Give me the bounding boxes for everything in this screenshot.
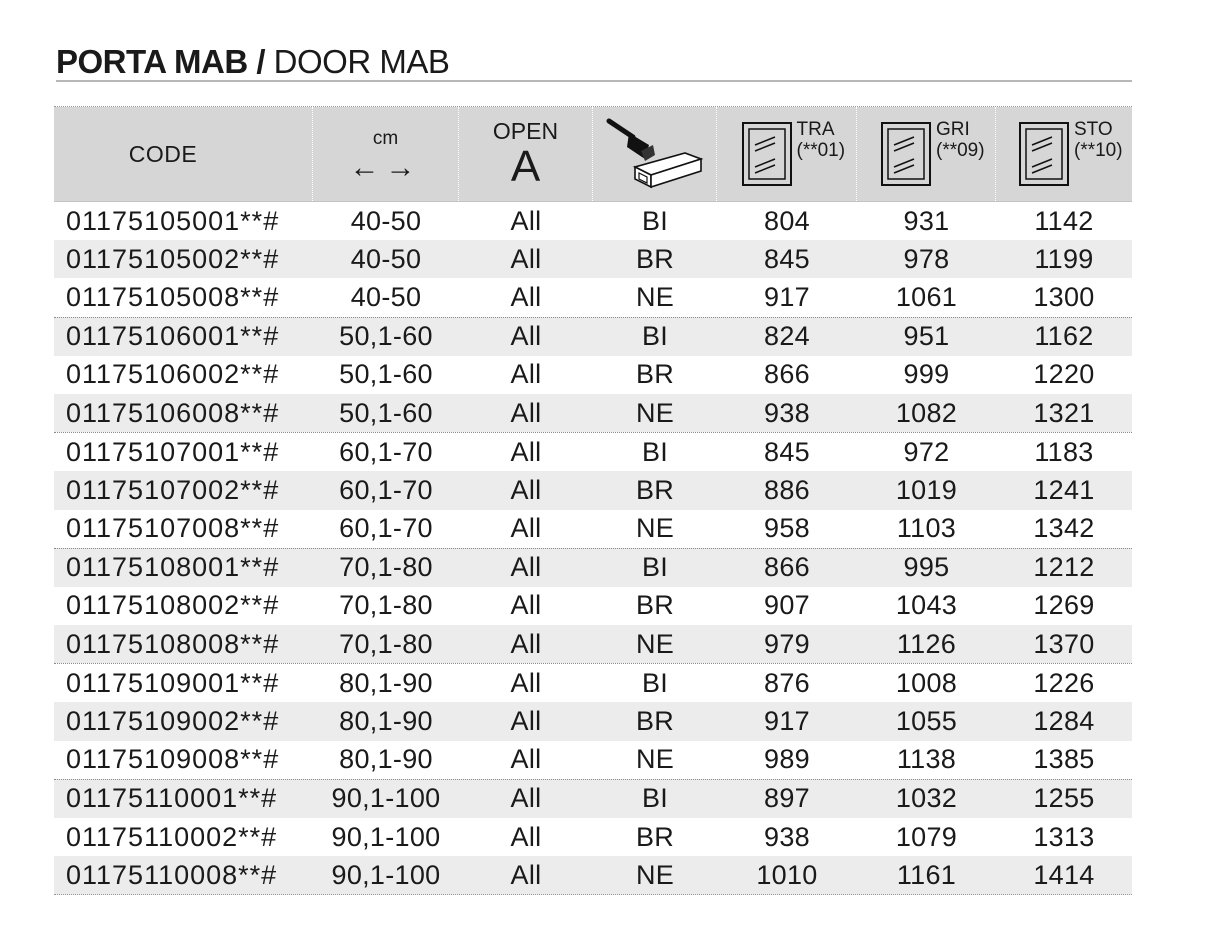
cell-sto: 1220 (1033, 359, 1095, 390)
table-body (54, 202, 1132, 895)
cell-finish: BI (641, 552, 669, 583)
cell-sto: 1162 (1034, 321, 1094, 352)
cell-open: All (510, 281, 542, 312)
header-open-value: A (510, 142, 541, 191)
cell-gri: 1061 (895, 281, 958, 312)
cell-gri: 995 (903, 552, 950, 583)
glass-panel-icon (880, 121, 932, 187)
table-row (54, 741, 1132, 779)
cell-finish: BR (635, 821, 675, 852)
cell-sto: 1212 (1033, 552, 1095, 583)
cell-open: All (510, 821, 542, 852)
cell-gri: 1138 (896, 744, 957, 775)
cell-finish: NE (635, 628, 675, 659)
cell-finish: BI (641, 436, 669, 467)
cell-tra: 907 (764, 590, 810, 621)
cell-code: 01175107008**# (66, 513, 280, 544)
cell-open: All (510, 552, 542, 583)
width-arrows-icon: ←→ (349, 151, 422, 184)
cell-sto: 1199 (1034, 243, 1094, 274)
cell-size: 70,1-80 (339, 628, 433, 659)
cell-open: All (510, 397, 542, 428)
cell-size: 90,1-100 (331, 783, 441, 814)
cell-sto: 1321 (1033, 397, 1095, 428)
cell-size: 90,1-100 (331, 859, 441, 890)
cell-gri: 999 (903, 359, 950, 390)
cell-gri: 1019 (895, 474, 958, 505)
cell-sto: 1313 (1033, 821, 1095, 852)
cell-open: All (510, 590, 542, 621)
cell-gri: 951 (903, 321, 950, 352)
cell-size: 70,1-80 (339, 590, 433, 621)
cell-gri: 1126 (896, 628, 957, 659)
table-row (54, 432, 1132, 471)
cell-size: 60,1-70 (339, 436, 433, 467)
cell-open: All (510, 744, 542, 775)
cell-code: 01175106008**# (66, 397, 280, 428)
table-row (54, 278, 1132, 316)
cell-open: All (510, 436, 542, 467)
table-row (54, 548, 1132, 587)
cell-tra: 989 (764, 744, 810, 775)
cell-sto: 1284 (1033, 706, 1095, 737)
cell-tra: 804 (764, 205, 810, 236)
table-row (54, 510, 1132, 548)
header-gri (857, 107, 996, 201)
cell-finish: BI (641, 321, 669, 352)
cell-code: 01175105001**# (66, 205, 280, 236)
cell-finish: BR (635, 359, 675, 390)
table-row (54, 663, 1132, 702)
cell-finish: BR (635, 243, 675, 274)
header-tra (717, 107, 857, 201)
table-row (54, 317, 1132, 356)
cell-tra: 938 (764, 397, 810, 428)
header-code (54, 107, 313, 201)
cell-open: All (510, 667, 542, 698)
cell-size: 40-50 (350, 281, 422, 312)
cell-code: 01175110002**# (66, 821, 278, 852)
table-row (54, 587, 1132, 625)
brush-profile-icon (605, 115, 705, 193)
cell-size: 60,1-70 (339, 474, 433, 505)
cell-open: All (510, 783, 542, 814)
table-row (54, 202, 1132, 240)
cell-gri: 1055 (895, 706, 958, 737)
cell-code: 01175109002**# (66, 706, 280, 737)
cell-sto: 1241 (1033, 474, 1095, 505)
cell-code: 01175110001**# (66, 783, 278, 814)
cell-code: 01175107002**# (66, 474, 280, 505)
cell-gri: 931 (903, 205, 950, 236)
cell-sto: 1255 (1033, 783, 1095, 814)
cell-code: 01175109001**# (66, 667, 280, 698)
cell-open: All (510, 706, 542, 737)
cell-tra: 876 (764, 667, 810, 698)
title-divider (56, 80, 1132, 82)
table-row (54, 394, 1132, 432)
cell-sto: 1414 (1033, 859, 1095, 890)
cell-tra: 886 (764, 474, 810, 505)
header-open-label: OPEN (492, 118, 559, 144)
cell-size: 50,1-60 (339, 359, 433, 390)
cell-open: All (510, 859, 542, 890)
cell-open: All (510, 474, 542, 505)
cell-tra: 866 (764, 552, 810, 583)
cell-sto: 1226 (1033, 667, 1095, 698)
glass-panel-icon (1018, 121, 1070, 187)
header-open (459, 107, 593, 201)
header-gri-label: GRI (**09) (936, 119, 985, 161)
header-tra-label: TRA (**01) (796, 119, 846, 161)
cell-open: All (510, 321, 542, 352)
cell-gri: 1161 (896, 859, 957, 890)
cell-size: 50,1-60 (339, 321, 433, 352)
header-code-label: CODE (128, 140, 198, 167)
cell-gri: 1032 (895, 783, 958, 814)
cell-size: 40-50 (350, 243, 422, 274)
table-row (54, 856, 1132, 895)
cell-size: 40-50 (350, 205, 422, 236)
cell-finish: BR (635, 706, 675, 737)
cell-sto: 1370 (1033, 628, 1095, 659)
cell-finish: BI (641, 667, 669, 698)
table-row (54, 625, 1132, 663)
cell-tra: 866 (764, 359, 810, 390)
cell-finish: BR (635, 590, 675, 621)
cell-code: 01175108008**# (66, 628, 280, 659)
cell-open: All (510, 205, 542, 236)
cell-tra: 845 (764, 243, 810, 274)
header-size-unit: cm (372, 128, 399, 149)
cell-size: 80,1-90 (339, 744, 433, 775)
cell-sto: 1269 (1033, 590, 1095, 621)
cell-sto: 1183 (1034, 436, 1094, 467)
cell-open: All (510, 513, 542, 544)
glass-panel-icon (741, 121, 793, 187)
cell-finish: BI (641, 205, 669, 236)
cell-sto: 1385 (1033, 744, 1095, 775)
cell-size: 70,1-80 (339, 552, 433, 583)
cell-sto: 1142 (1034, 205, 1094, 236)
cell-code: 01175105008**# (66, 281, 280, 312)
header-sto (996, 107, 1132, 201)
cell-tra: 958 (764, 513, 810, 544)
table-row (54, 240, 1132, 278)
cell-sto: 1342 (1033, 513, 1095, 544)
cell-gri: 972 (903, 436, 950, 467)
cell-size: 90,1-100 (331, 821, 441, 852)
cell-code: 01175106001**# (66, 321, 280, 352)
table-row (54, 356, 1132, 394)
header-size (313, 107, 459, 201)
cell-gri: 1082 (895, 397, 958, 428)
cell-code: 01175105002**# (66, 243, 280, 274)
cell-size: 60,1-70 (339, 513, 433, 544)
cell-gri: 1043 (895, 590, 958, 621)
table-row (54, 779, 1132, 818)
cell-tra: 917 (764, 281, 810, 312)
header-sto-label: STO (**10) (1074, 119, 1123, 161)
cell-size: 80,1-90 (339, 706, 433, 737)
cell-sto: 1300 (1033, 281, 1095, 312)
table-row (54, 818, 1132, 856)
cell-open: All (510, 243, 542, 274)
page-title (56, 42, 449, 82)
cell-code: 01175107001**# (66, 436, 280, 467)
cell-gri: 1103 (896, 513, 957, 544)
table-header (54, 107, 1132, 202)
cell-tra: 917 (764, 706, 810, 737)
cell-gri: 1079 (895, 821, 958, 852)
cell-tra: 1010 (756, 859, 818, 890)
title-separator: / (247, 43, 265, 80)
cell-gri: 978 (903, 243, 950, 274)
cell-tra: 897 (764, 783, 810, 814)
cell-code: 01175108002**# (66, 590, 280, 621)
cell-gri: 1008 (895, 667, 958, 698)
price-table (54, 106, 1132, 895)
table-row (54, 702, 1132, 740)
cell-finish: NE (635, 859, 675, 890)
cell-code: 01175106002**# (66, 359, 280, 390)
cell-size: 50,1-60 (339, 397, 433, 428)
cell-open: All (510, 359, 542, 390)
title-bold: PORTA MAB (56, 43, 248, 80)
cell-code: 01175108001**# (66, 552, 280, 583)
cell-size: 80,1-90 (339, 667, 433, 698)
cell-tra: 979 (764, 628, 810, 659)
cell-code: 01175109008**# (66, 744, 280, 775)
cell-finish: BI (641, 783, 669, 814)
cell-tra: 845 (764, 436, 810, 467)
cell-finish: NE (635, 281, 675, 312)
header-finish (593, 107, 717, 201)
cell-tra: 824 (764, 321, 810, 352)
table-row (54, 471, 1132, 509)
cell-finish: NE (635, 513, 675, 544)
title-light: DOOR MAB (265, 43, 450, 80)
cell-finish: NE (635, 397, 675, 428)
cell-finish: NE (635, 744, 675, 775)
cell-finish: BR (635, 474, 675, 505)
cell-tra: 938 (764, 821, 810, 852)
cell-open: All (510, 628, 542, 659)
cell-code: 01175110008**# (66, 859, 278, 890)
